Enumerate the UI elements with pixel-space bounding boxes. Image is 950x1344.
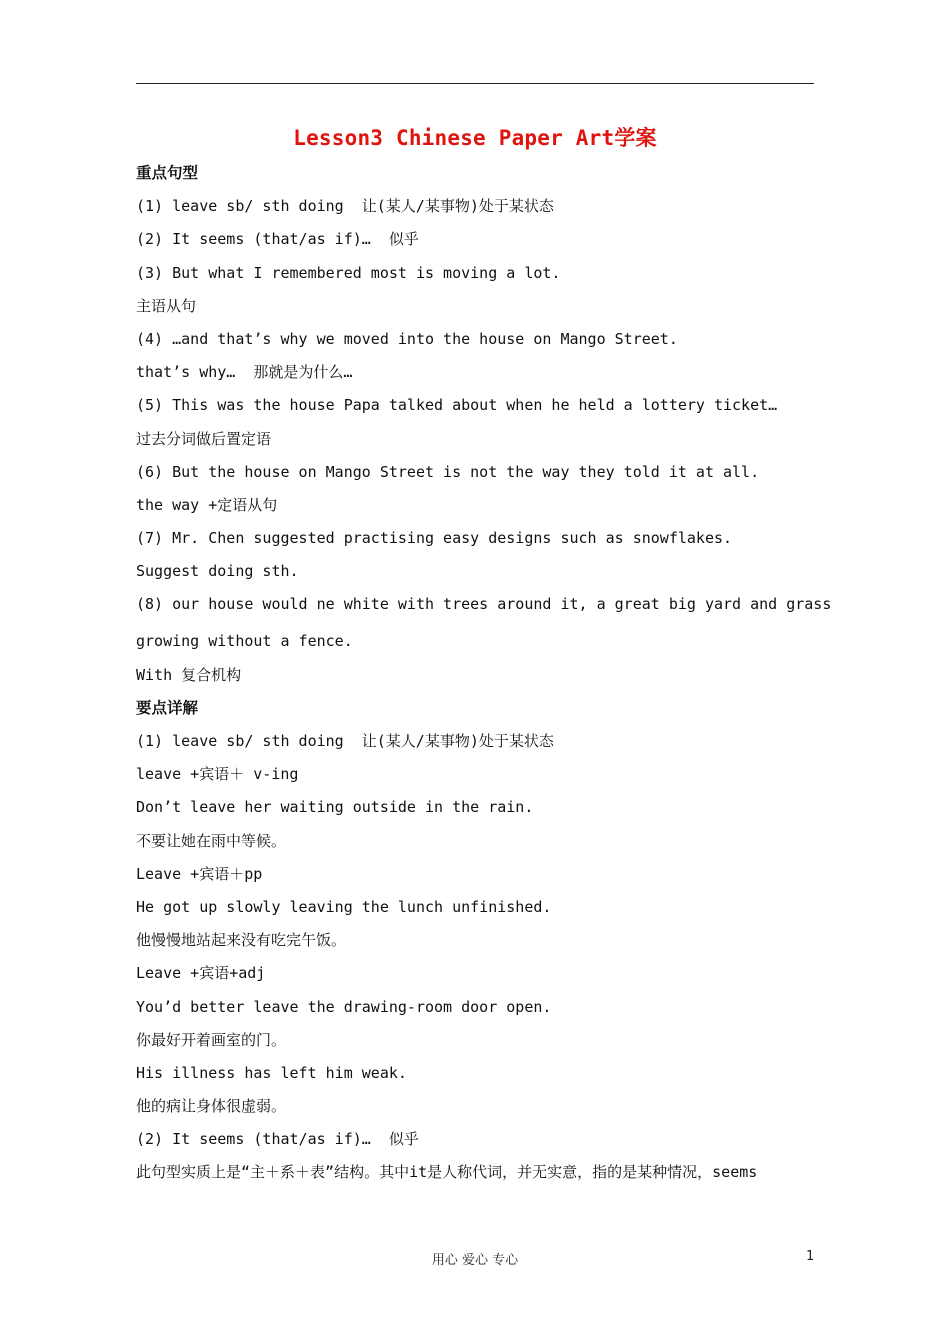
text-line: 过去分词做后置定语 xyxy=(136,429,272,448)
text-line: His illness has left him weak. xyxy=(136,1063,407,1082)
page-footer: 用心 爱心 专心 xyxy=(431,1253,519,1268)
text-line: 你最好开着画室的门。 xyxy=(136,1030,287,1049)
text-line: (4) …and that’s why we moved into the house on Mango Street. xyxy=(136,329,678,348)
section-heading: 要点详解 xyxy=(136,698,199,717)
text-line: (2) It seems (that/as if)… 似乎 xyxy=(136,1130,419,1149)
text-line: 他的病让身体很虚弱。 xyxy=(136,1097,287,1116)
text-line: 主语从句 xyxy=(136,296,197,315)
text-line: (1) leave sb/ sth doing 让(某人/某事物)处于某状态 xyxy=(136,197,554,216)
text-line: (5) This was the house Papa talked about when he held a lottery ticket… xyxy=(136,396,778,415)
text-line: growing without a fence. xyxy=(136,632,353,651)
text-line: You’d better leave the drawing-room door open. xyxy=(136,997,552,1016)
text-line: 此句型实质上是“主＋系＋表”结构。其中it是人称代词，并无实意，指的是某种情况，seems xyxy=(136,1163,758,1182)
text-line: Leave +宾语＋pp xyxy=(136,864,263,883)
text-line: With 复合机构 xyxy=(136,665,242,684)
text-line: Suggest doing sth. xyxy=(136,562,299,581)
text-line: (7) Mr. Chen suggested practising easy designs such as snowflakes. xyxy=(136,529,733,548)
text-line: (6) But the house on Mango Street is not the way they told it at all. xyxy=(136,462,760,481)
document-body xyxy=(136,160,832,1193)
text-line: the way +定语从句 xyxy=(136,495,278,514)
text-line: Don’t leave her waiting outside in the rain. xyxy=(136,798,534,817)
text-line: Leave +宾语+adj xyxy=(136,964,266,983)
section-heading: 重点句型 xyxy=(136,164,199,182)
text-line: that’s why… 那就是为什么… xyxy=(136,363,353,382)
text-line: (1) leave sb/ sth doing 让(某人/某事物)处于某状态 xyxy=(136,732,554,750)
text-line: (2) It seems (that/as if)… 似乎 xyxy=(136,230,419,249)
page-number: 1 xyxy=(806,1249,815,1264)
text-line: 不要让她在雨中等候。 xyxy=(136,831,287,850)
text-line: 他慢慢地站起来没有吃完午饭。 xyxy=(136,931,347,950)
text-line: He got up slowly leaving the lunch unfinished. xyxy=(136,897,552,916)
text-line: (3) But what I remembered most is moving a lot. xyxy=(136,263,561,282)
text-line: leave +宾语＋ v-ing xyxy=(136,765,299,784)
header-rule xyxy=(136,83,814,84)
document-title: Lesson3 Chinese Paper Art学案 xyxy=(293,126,657,150)
text-line: (8) our house would ne white with trees around it, a great big yard and grass xyxy=(136,595,832,614)
